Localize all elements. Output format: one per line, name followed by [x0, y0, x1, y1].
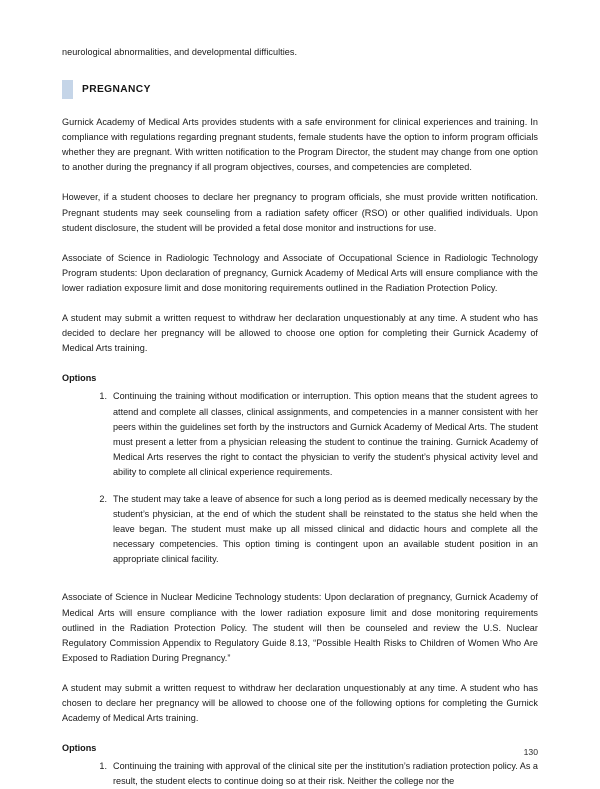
options-label-first: Options	[62, 373, 97, 384]
continuation-paragraph: neurological abnormalities, and developmental difficulties.	[62, 47, 298, 57]
list-item-text: The student may take a leave of absence for such a long period as is deemed medically necessary by the student’s physician, at the end of which the student shall be reinstated to the status she held when the leave began. The student must make up all missed clinical and didactic hours and complete all the necessary competencies. This option timing is contingent upon an available student position in an appropriate clinical facility.	[113, 493, 538, 565]
list-item	[62, 492, 538, 567]
page-number: 130	[523, 747, 538, 757]
paragraph-radiologic-technology: Associate of Science in Radiologic Technology and Associate of Occupational Science in Radiologic Technology Program students: Upon declaration of pregnancy, Gurnick Academy of Medical Arts will ensure compliance with the lower radiation exposure limit and dose monitoring requirements outlined in the Radiation Protection Policy.	[62, 252, 538, 293]
list-item-marker: 1.	[99, 391, 107, 402]
document-content	[62, 45, 538, 789]
paragraph-declaration-notification: However, if a student chooses to declare her pregnancy to program officials, she must provide written notification. Pregnant students may seek counseling from a radiation safety officer (RSO) or other qualified individuals. Upon student disclosure, the student will be provided a fetal dose monitor and instructions for use.	[62, 192, 538, 233]
list-item-marker: 2.	[99, 493, 107, 504]
list-item-text: Continuing the training with approval of the clinical site per the institution’s radiation protection policy. As a result, the student elects to continue doing so at their risk. Neither the college nor the	[113, 761, 538, 787]
list-item-marker: 1.	[99, 761, 107, 772]
list-item	[62, 389, 538, 480]
list-item	[62, 759, 538, 789]
options-list-first	[62, 389, 538, 567]
options-label-second: Options	[62, 743, 97, 754]
paragraph-withdraw-declaration-rad-tech: A student may submit a written request to withdraw her declaration unquestionably at any time. A student who has decided to declare her pregnancy will be allowed to choose one option for completing their Gurnick Academy of Medical Arts training.	[62, 313, 538, 354]
paragraph-withdraw-declaration-nuc-med: A student may submit a written request to withdraw her declaration unquestionably at any time. A student who has chosen to declare her pregnancy will be allowed to choose one of the following options for completing the Gurnick Academy of Medical Arts training.	[62, 682, 538, 724]
list-item-text: Continuing the training without modification or interruption. This option means that the student agrees to attend and complete all classes, clinical assignments, and competencies in a manner consistent with her peers within the guidelines set forth by the instructors and Gurnick Academy of Medical Arts. The student must present a letter from a physician releasing the student to continue the training. Gurnick Academy of Medical Arts reserves the right to contact the physician to verify the student’s physical activity level and ability to complete all clinical experience requirements.	[113, 391, 538, 477]
options-list-second	[62, 759, 538, 789]
section-heading-pregnancy	[62, 80, 538, 99]
list-spacer	[62, 582, 538, 590]
paragraph-overview: Gurnick Academy of Medical Arts provides students with a safe environment for clinical experiences and training. In compliance with regulations regarding pregnant students, female students have the option to inform program officials whether they are pregnant. With written notification to the Program Director, the student may change from one option to another during the pregnancy if all program objectives, courses, and competencies are completed.	[62, 117, 538, 173]
section-heading-label: PREGNANCY	[82, 84, 151, 96]
paragraph-nuclear-medicine-technology: Associate of Science in Nuclear Medicine Technology students: Upon declaration of pregnancy, Gurnick Academy of Medical Arts will ensure compliance with the lower radiation exposure limit and dose monitoring requirements outlined in the Radiation Protection Policy. The student will then be counseled and review the U.S. Nuclear Regulatory Commission Appendix to Regulatory Guide 8.13, “Possible Health Risks to Children of Women Who Are Exposed to Radiation During Pregnancy.”	[62, 592, 538, 663]
heading-accent-bar-icon	[62, 80, 73, 99]
